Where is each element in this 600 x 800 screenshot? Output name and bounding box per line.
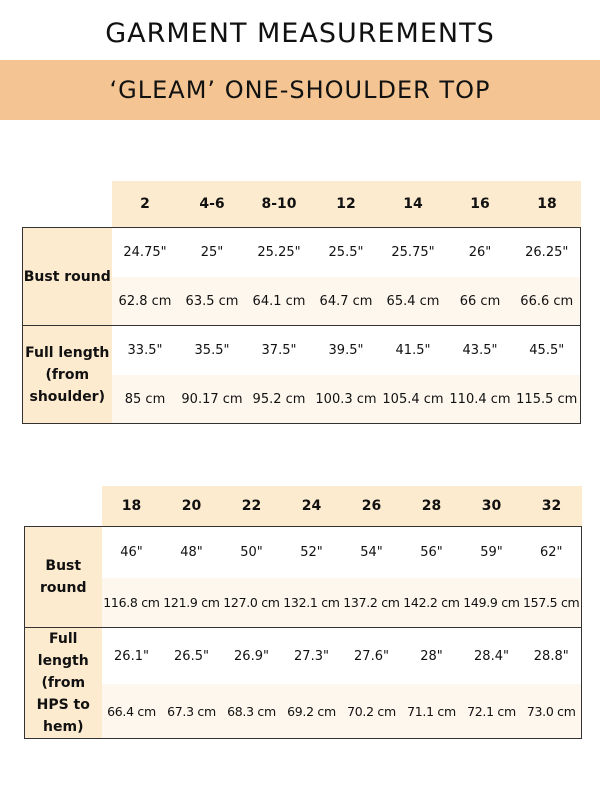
product-banner [0, 60, 600, 120]
measurement-cell: 25.75" [380, 228, 447, 278]
measurement-cell: 121.9 cm [162, 578, 222, 628]
measurement-cell: 68.3 cm [222, 684, 282, 738]
header-corner [23, 181, 112, 228]
measurement-cell: 115.5 cm [514, 375, 581, 424]
full-length-label: Full length (from shoulder) [23, 326, 112, 424]
measurement-cell: 64.7 cm [313, 277, 380, 326]
measurement-cell: 116.8 cm [102, 578, 162, 628]
measurement-cell: 64.1 cm [246, 277, 313, 326]
measurement-cell: 62" [522, 527, 582, 579]
measurement-cell: 85 cm [112, 375, 179, 424]
measurement-cell: 48" [162, 527, 222, 579]
measurement-cell: 66.4 cm [102, 684, 162, 738]
size-header: 18 [102, 486, 162, 527]
measurement-cell: 28.4" [462, 628, 522, 685]
measurement-cell: 56" [402, 527, 462, 579]
measurement-cell: 43.5" [447, 326, 514, 376]
measurement-cell: 62.8 cm [112, 277, 179, 326]
size-header: 20 [162, 486, 222, 527]
measurement-cell: 73.0 cm [522, 684, 582, 738]
measurement-cell: 72.1 cm [462, 684, 522, 738]
bust-inches-row [25, 527, 582, 579]
size-header: 2 [112, 181, 179, 228]
measurement-cell: 50" [222, 527, 282, 579]
measurement-cell: 69.2 cm [282, 684, 342, 738]
measurement-cell: 41.5" [380, 326, 447, 376]
measurement-cell: 28.8" [522, 628, 582, 685]
measurement-cell: 28" [402, 628, 462, 685]
length-inches-row [23, 326, 581, 376]
measurement-cell: 26.1" [102, 628, 162, 685]
measurement-cell: 52" [282, 527, 342, 579]
size-header: 24 [282, 486, 342, 527]
measurement-cell: 95.2 cm [246, 375, 313, 424]
measurement-cell: 157.5 cm [522, 578, 582, 628]
size-header: 16 [447, 181, 514, 228]
size-header: 26 [342, 486, 402, 527]
measurement-cell: 67.3 cm [162, 684, 222, 738]
size-header-row [23, 181, 581, 228]
bust-cm-row [25, 578, 582, 628]
measurement-cell: 110.4 cm [447, 375, 514, 424]
measurement-cell: 25.5" [313, 228, 380, 278]
measurement-cell: 26.25" [514, 228, 581, 278]
size-header: 4-6 [179, 181, 246, 228]
measurement-cell: 59" [462, 527, 522, 579]
size-header: 28 [402, 486, 462, 527]
bust-round-label: Bust round [23, 228, 112, 326]
measurement-cell: 71.1 cm [402, 684, 462, 738]
measurement-cell: 65.4 cm [380, 277, 447, 326]
measurement-cell: 127.0 cm [222, 578, 282, 628]
measurement-cell: 70.2 cm [342, 684, 402, 738]
measurement-cell: 27.3" [282, 628, 342, 685]
measurement-cell: 33.5" [112, 326, 179, 376]
measurement-cell: 63.5 cm [179, 277, 246, 326]
size-header: 32 [522, 486, 582, 527]
measurement-cell: 26.9" [222, 628, 282, 685]
measurement-cell: 66.6 cm [514, 277, 581, 326]
measurement-cell: 90.17 cm [179, 375, 246, 424]
measurement-cell: 132.1 cm [282, 578, 342, 628]
measurement-cell: 26" [447, 228, 514, 278]
page-title: GARMENT MEASUREMENTS [105, 18, 495, 49]
size-header: 12 [313, 181, 380, 228]
full-length-label: Full length (from HPS to hem) [25, 628, 102, 739]
product-name: ‘GLEAM’ ONE-SHOULDER TOP [109, 76, 491, 104]
size-table-standard [22, 181, 581, 424]
size-table-extended [24, 486, 582, 739]
size-header-row [25, 486, 582, 527]
length-cm-row [25, 684, 582, 738]
measurement-cell: 46" [102, 527, 162, 579]
bust-inches-row [23, 228, 581, 278]
measurement-cell: 137.2 cm [342, 578, 402, 628]
length-inches-row [25, 628, 582, 685]
header-corner [25, 486, 102, 527]
measurement-cell: 35.5" [179, 326, 246, 376]
size-header: 22 [222, 486, 282, 527]
measurement-cell: 39.5" [313, 326, 380, 376]
bust-round-label: Bust round [25, 527, 102, 628]
measurement-cell: 100.3 cm [313, 375, 380, 424]
measurement-cell: 25" [179, 228, 246, 278]
measurement-cell: 45.5" [514, 326, 581, 376]
measurement-cell: 66 cm [447, 277, 514, 326]
measurement-cell: 26.5" [162, 628, 222, 685]
measurement-cell: 37.5" [246, 326, 313, 376]
measurement-cell: 54" [342, 527, 402, 579]
measurement-cell: 27.6" [342, 628, 402, 685]
size-header: 14 [380, 181, 447, 228]
size-header: 18 [514, 181, 581, 228]
size-header: 8-10 [246, 181, 313, 228]
measurement-cell: 25.25" [246, 228, 313, 278]
measurement-cell: 149.9 cm [462, 578, 522, 628]
measurement-cell: 142.2 cm [402, 578, 462, 628]
measurement-cell: 105.4 cm [380, 375, 447, 424]
size-header: 30 [462, 486, 522, 527]
measurement-cell: 24.75" [112, 228, 179, 278]
